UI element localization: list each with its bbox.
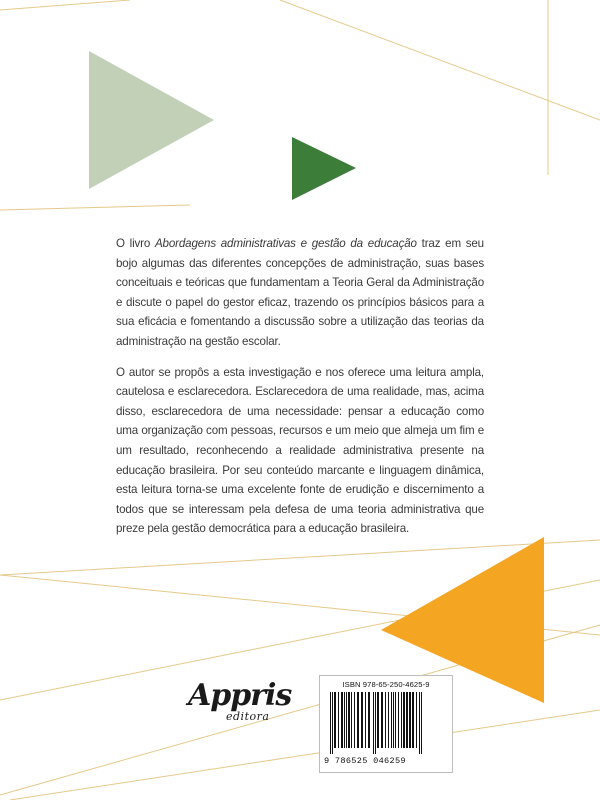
publisher-name: Appris bbox=[188, 678, 292, 713]
barcode-bar bbox=[338, 692, 339, 748]
decor-line bbox=[280, 0, 600, 120]
barcode-bar bbox=[401, 692, 402, 748]
barcode-bar bbox=[341, 692, 343, 748]
barcode-bars bbox=[328, 692, 444, 754]
isbn-label: ISBN 978-65-250-4625-9 bbox=[342, 680, 430, 689]
barcode-bar bbox=[368, 692, 370, 748]
decor-line bbox=[10, 710, 600, 800]
barcode-bar bbox=[391, 692, 392, 748]
barcode-bar bbox=[412, 692, 414, 748]
barcode-bar bbox=[406, 692, 408, 748]
barcode-bar bbox=[334, 692, 336, 748]
barcode-bar bbox=[393, 692, 394, 748]
paragraph-1 bbox=[116, 234, 484, 352]
paragraph-2: O autor se propôs a esta investigação e nos oferece uma leitura ampla, cautelosa e esclarecedora. Esclarecedora de uma realidade, mas, acima disso, esclarecedora de uma necessidade: pensar a educação como uma organização com pessoas, recursos e um meio que almeja um fim e um resultado, reconhecendo a realidade administrativa presente na educação brasileira. Por seu conteúdo marcante e linguagem dinâmica, esta leitura torna-se uma excelente fonte de erudição e discernimento a todos que se interessam pela defesa de uma teoria administrativa que preze pela gestão democrática para a educação brasileira. bbox=[116, 365, 484, 536]
p1-intro: O livro bbox=[116, 237, 155, 250]
barcode-bar bbox=[344, 692, 345, 748]
barcode-bar bbox=[398, 692, 399, 748]
barcode-bar bbox=[357, 692, 359, 748]
book-title: Abordagens administrativas e gestão da educação bbox=[154, 237, 417, 250]
barcode-bar bbox=[403, 692, 405, 748]
barcode-bar bbox=[375, 692, 376, 754]
barcode-bar bbox=[365, 692, 366, 748]
barcode-bar bbox=[385, 692, 386, 748]
publisher-logo bbox=[176, 676, 296, 736]
barcode-bar bbox=[332, 692, 333, 754]
publisher-sub: editora bbox=[226, 710, 270, 723]
barcode-bar bbox=[377, 692, 379, 748]
barcode-bar bbox=[361, 692, 363, 748]
barcode-bar bbox=[409, 692, 411, 748]
sage-triangle bbox=[89, 51, 214, 189]
decor-line bbox=[0, 205, 190, 210]
back-cover-text bbox=[116, 234, 484, 550]
green-triangle bbox=[292, 137, 356, 200]
barcode-bar bbox=[419, 692, 420, 754]
barcode-bar bbox=[388, 692, 389, 748]
barcode-bar bbox=[348, 692, 350, 748]
barcode-digits: 9 786525 046259 bbox=[324, 756, 406, 766]
p1-body: traz em seu bojo algumas das diferentes concepções de administração, suas bases conceituais e teóricas que fundamentam a Teoria Geral da Administração e discute o papel do gestor eficaz, trazendo os princípios básicos para a sua eficácia e fomentando a discussão sobre a utilização das teorias da administração na gestão escolar. bbox=[116, 237, 484, 348]
barcode-bar bbox=[330, 692, 331, 754]
barcode-bar bbox=[354, 692, 355, 748]
barcode bbox=[319, 675, 453, 773]
barcode-bar bbox=[346, 692, 347, 748]
decor-line bbox=[0, 0, 130, 10]
barcode-bar bbox=[421, 692, 422, 754]
barcode-bar bbox=[395, 692, 396, 748]
barcode-bar bbox=[373, 692, 374, 754]
barcode-bar bbox=[416, 692, 417, 748]
barcode-bar bbox=[381, 692, 383, 748]
barcode-bar bbox=[351, 692, 352, 748]
